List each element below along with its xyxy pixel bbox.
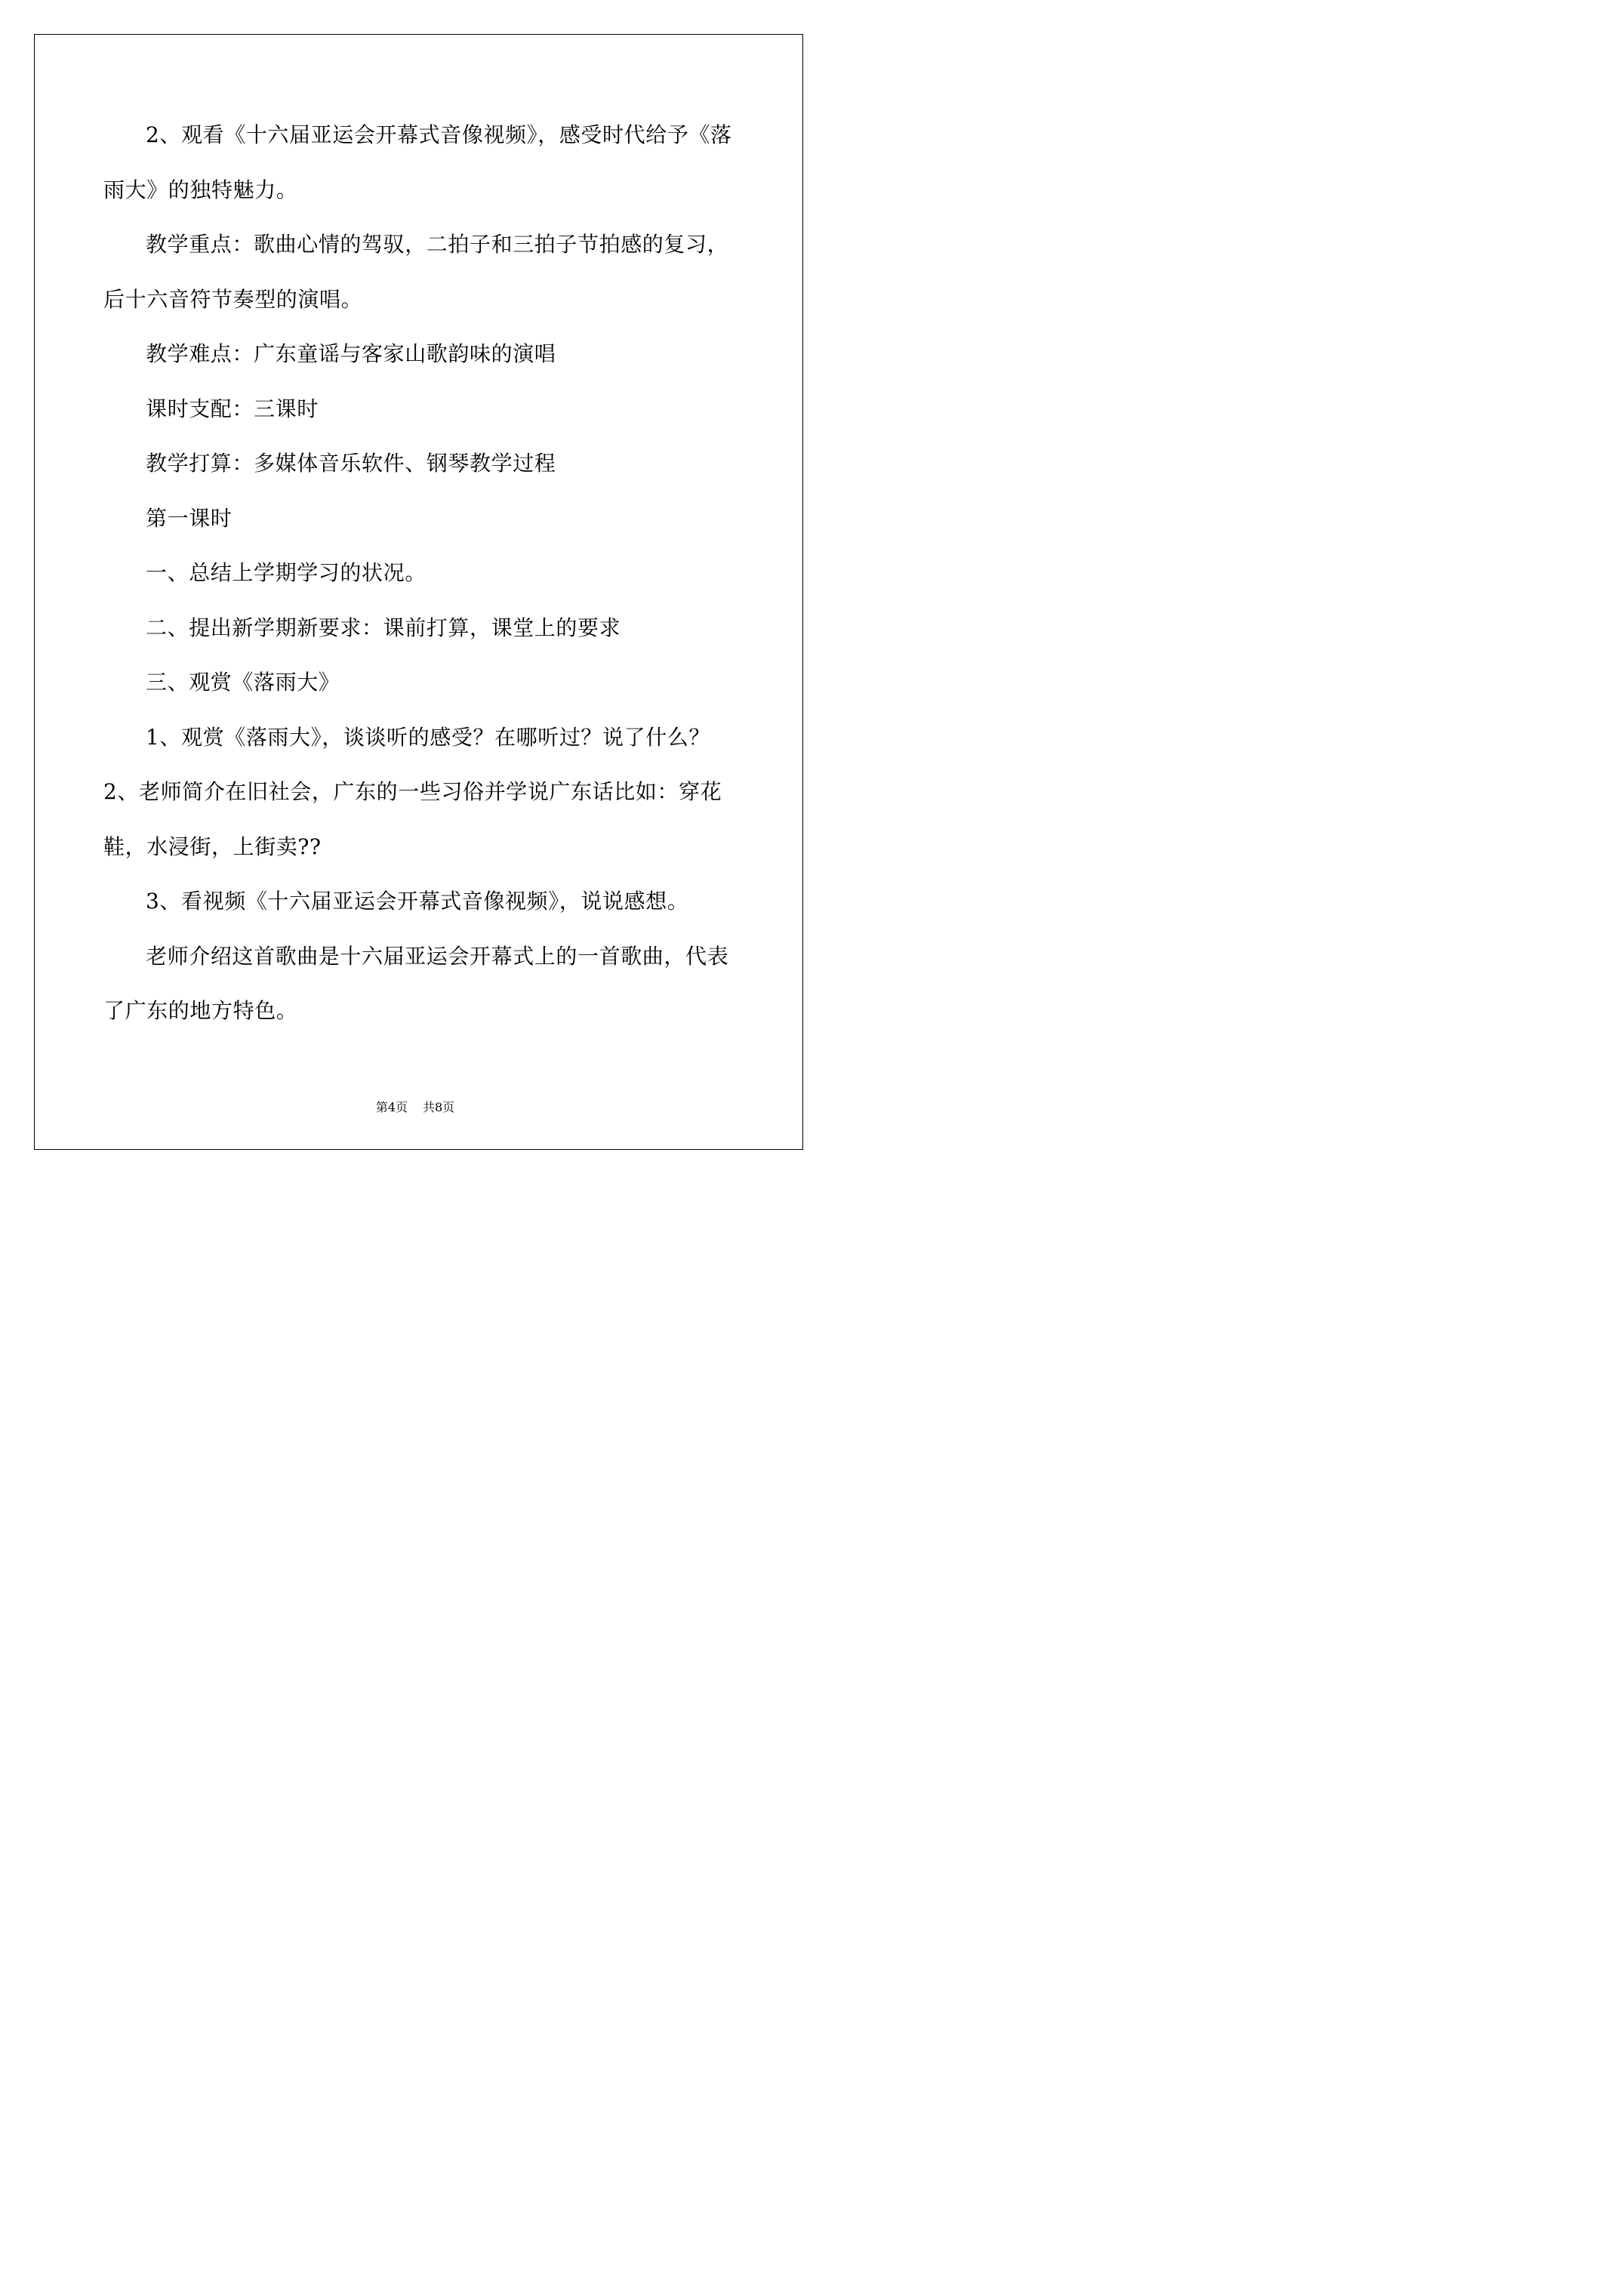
- paragraph: 二、提出新学期新要求：课前打算，课堂上的要求: [146, 615, 621, 640]
- page-footer: [0, 1098, 830, 1115]
- paragraph: 教学难点：广东童谣与客家山歌韵味的演唱: [146, 341, 556, 366]
- paragraph: 一、总结上学期学习的状况。: [146, 560, 427, 585]
- document-body: [103, 108, 738, 1039]
- paragraph: 1、观赏《落雨大》，谈谈听的感受？在哪听过？说了什么？2、老师简介在旧社会，广东的一些习俗并学说广东话比如：穿花鞋，水浸街，上街卖??: [103, 724, 722, 859]
- paragraph: 三、观赏《落雨大》: [146, 670, 340, 695]
- paragraph: 课时支配：三课时: [146, 396, 319, 421]
- paragraph: 3、看视频《十六届亚运会开幕式音像视频》，说说感想。: [146, 889, 689, 914]
- paragraph: 教学打算：多媒体音乐软件、钢琴教学过程: [146, 451, 556, 476]
- paragraph: 2、观看《十六届亚运会开幕式音像视频》，感受时代给予《落雨大》的独特魅力。: [103, 122, 732, 202]
- paragraph: 教学重点：歌曲心情的驾驭，二拍子和三拍子节拍感的复习，后十六音符节奏型的演唱。: [103, 232, 729, 312]
- paragraph: 老师介绍这首歌曲是十六届亚运会开幕式上的一首歌曲，代表了广东的地方特色。: [103, 943, 729, 1023]
- page-total: 共8页: [423, 1100, 455, 1114]
- paragraph: 第一课时: [146, 505, 233, 531]
- page-number: 第4页: [375, 1100, 408, 1114]
